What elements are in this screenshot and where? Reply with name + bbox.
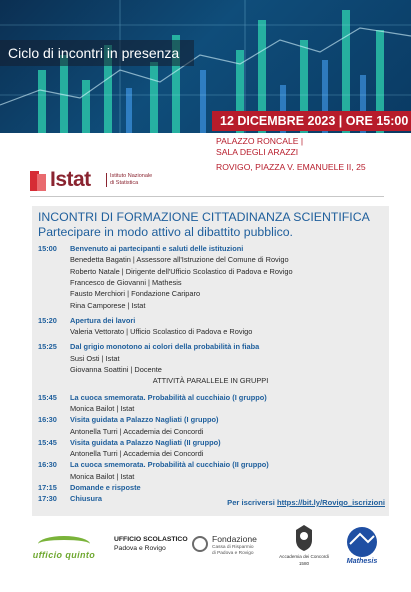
event-time: 16:30: [38, 415, 57, 425]
ufficio-scolastico-logo: UFFICIO SCOLASTICO Padova e Rovigo: [114, 536, 188, 552]
speaker-name: Valeria Vettorato | Ufficio Scolastico di Padova e Rovigo: [70, 327, 253, 337]
globe-icon: [342, 524, 382, 558]
event-time: 15:25: [38, 342, 57, 352]
event-time: 15:45: [38, 437, 57, 447]
event-title: Domande e risposte: [70, 483, 141, 492]
istat-logo-word: Istat: [50, 168, 91, 191]
speaker-name: Antonella Turri | Accademia dei Concordi: [70, 449, 204, 459]
event-title: Benvenuto ai partecipanti e saluti delle istituzioni: [70, 244, 244, 253]
venue-address: ROVIGO, PIAZZA V. EMANUELE II, 25: [216, 162, 366, 172]
mathesis-logo: Mathesis: [336, 524, 388, 570]
istat-logo-mark-icon: [30, 171, 46, 191]
program-panel: [32, 206, 389, 516]
speaker-name: Francesco de Giovanni | Mathesis: [70, 277, 182, 287]
ring-icon: [192, 536, 208, 552]
accademia-logo: Accademia dei Concordi 1580: [276, 524, 332, 572]
event-time: 16:30: [38, 460, 57, 470]
registration-link[interactable]: https://bit.ly/Rovigo_iscrizioni: [276, 498, 385, 507]
speaker-name: Fausto Merchiori | Fondazione Cariparo: [70, 289, 201, 299]
section-heading-text: ATTIVITÀ PARALLELE IN GRUPPI: [152, 376, 269, 386]
istat-logo-subtitle: Istituto Nazionale di Statistica: [106, 173, 166, 187]
crest-icon: [292, 524, 316, 552]
divider: [30, 196, 384, 197]
program-subtitle: Partecipare in modo attivo al dibattito pubblico.: [38, 225, 293, 239]
speaker-name: Antonella Turri | Accademia dei Concordi: [70, 426, 204, 436]
event-time: 17:30: [38, 494, 57, 504]
registration-label: Per iscriversi: [227, 498, 275, 507]
event-time: 15:45: [38, 392, 57, 402]
speaker-name: Roberto Natale | Dirigente dell'Ufficio Scolastico di Padova e Rovigo: [70, 266, 293, 276]
event-time: 15:20: [38, 315, 57, 325]
fondazione-logo: Fondazione Cassa di Risparmio di Padova e Rovigo: [192, 532, 272, 562]
speaker-name: Susi Osti | Istat: [70, 353, 120, 363]
speaker-name: Benedetta Bagatin | Assessore all'Istruzione del Comune di Rovigo: [70, 255, 289, 265]
event-time: 17:15: [38, 483, 57, 492]
speaker-name: Monica Bailot | Istat: [70, 403, 135, 413]
partner-logos: [0, 520, 411, 592]
event-title: Chiusura: [70, 494, 103, 504]
series-label: Ciclo di incontri in presenza: [0, 40, 194, 66]
registration: [227, 498, 385, 508]
event-title: La cuoca smemorata. Probabilità al cucchiaio (I gruppo): [70, 392, 267, 402]
event-title: Visita guidata a Palazzo Nagliati (II gruppo): [70, 437, 221, 447]
ufficio-quinto-logo: ufficio quinto: [24, 536, 104, 566]
event-title: Dal grigio monotono ai colori della probabilità in fiaba: [70, 342, 260, 352]
event-title: Apertura dei lavori: [70, 315, 136, 325]
venue-line: PALAZZO RONCALE |: [216, 136, 304, 146]
event-title: La cuoca smemorata. Probabilità al cucchiaio (II gruppo): [70, 460, 269, 470]
speaker-name: Monica Bailot | Istat: [70, 471, 135, 481]
speaker-name: Giovanna Soattini | Docente: [70, 365, 162, 374]
istat-logo: [30, 170, 160, 192]
event-date-banner: 12 DICEMBRE 2023 | ORE 15:00: [212, 111, 411, 131]
program-title: INCONTRI DI FORMAZIONE CITTADINANZA SCIENTIFICA: [38, 210, 370, 224]
event-title: Visita guidata a Palazzo Nagliati (I gruppo): [70, 415, 219, 425]
event-time: 15:00: [38, 244, 57, 253]
venue-info: [216, 136, 411, 173]
venue-line: SALA DEGLI ARAZZI: [216, 147, 299, 157]
speaker-name: Rina Camporese | Istat: [70, 300, 146, 310]
